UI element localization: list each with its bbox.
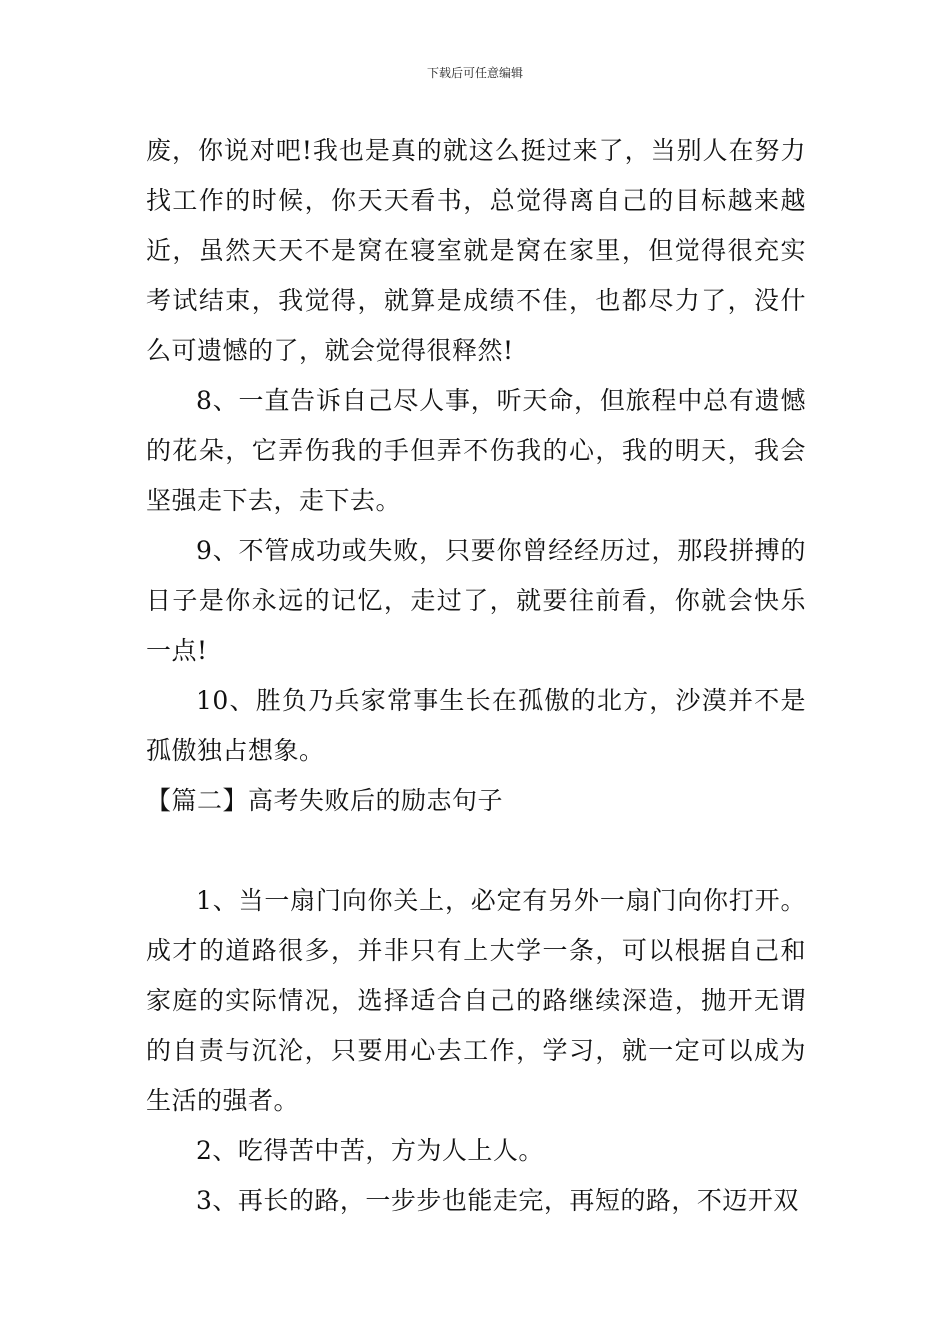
paragraph-item-10: 10、胜负乃兵家常事生长在孤傲的北方，沙漠并不是孤傲独占想象。 [146,686,806,765]
paragraph-continued: 废，你说对吧!我也是真的就这么挺过来了，当别人在努力找工作的时候，你天天看书，总觉得离自己的目标越来越近，虽然天天不是窝在寝室就是窝在家里，但觉得很充实考试结束，我觉得，就算是成绩不佳，也都尽力了，没什么可遗憾的了，就会觉得很释然! [146,136,806,365]
paragraph-item-8: 8、一直告诉自己尽人事，听天命，但旅程中总有遗憾的花朵，它弄伤我的手但弄不伤我的心，我的明天，我会坚强走下去，走下去。 [146,386,806,515]
paragraph-item-9: 9、不管成功或失败，只要你曾经经历过，那段拼搏的日子是你永远的记忆，走过了，就要往前看，你就会快乐一点! [146,536,806,665]
paragraph-item-3: 3、再长的路，一步步也能走完，再短的路，不迈开双 [196,1186,799,1215]
page-header: 下载后可任意编辑 [426,66,523,80]
paragraph-item-2: 2、吃得苦中苦，方为人上人。 [196,1136,544,1165]
document-body [146,126,806,1226]
paragraph-item-1: 1、当一扇门向你关上，必定有另外一扇门向你打开。成才的道路很多，并非只有上大学一条，可以根据自己和家庭的实际情况，选择适合自己的路继续深造，抛开无谓的自责与沉沦，只要用心去工作，学习，就一定可以成为生活的强者。 [146,886,806,1115]
section-heading: 【篇二】高考失败后的励志句子 [146,786,504,815]
